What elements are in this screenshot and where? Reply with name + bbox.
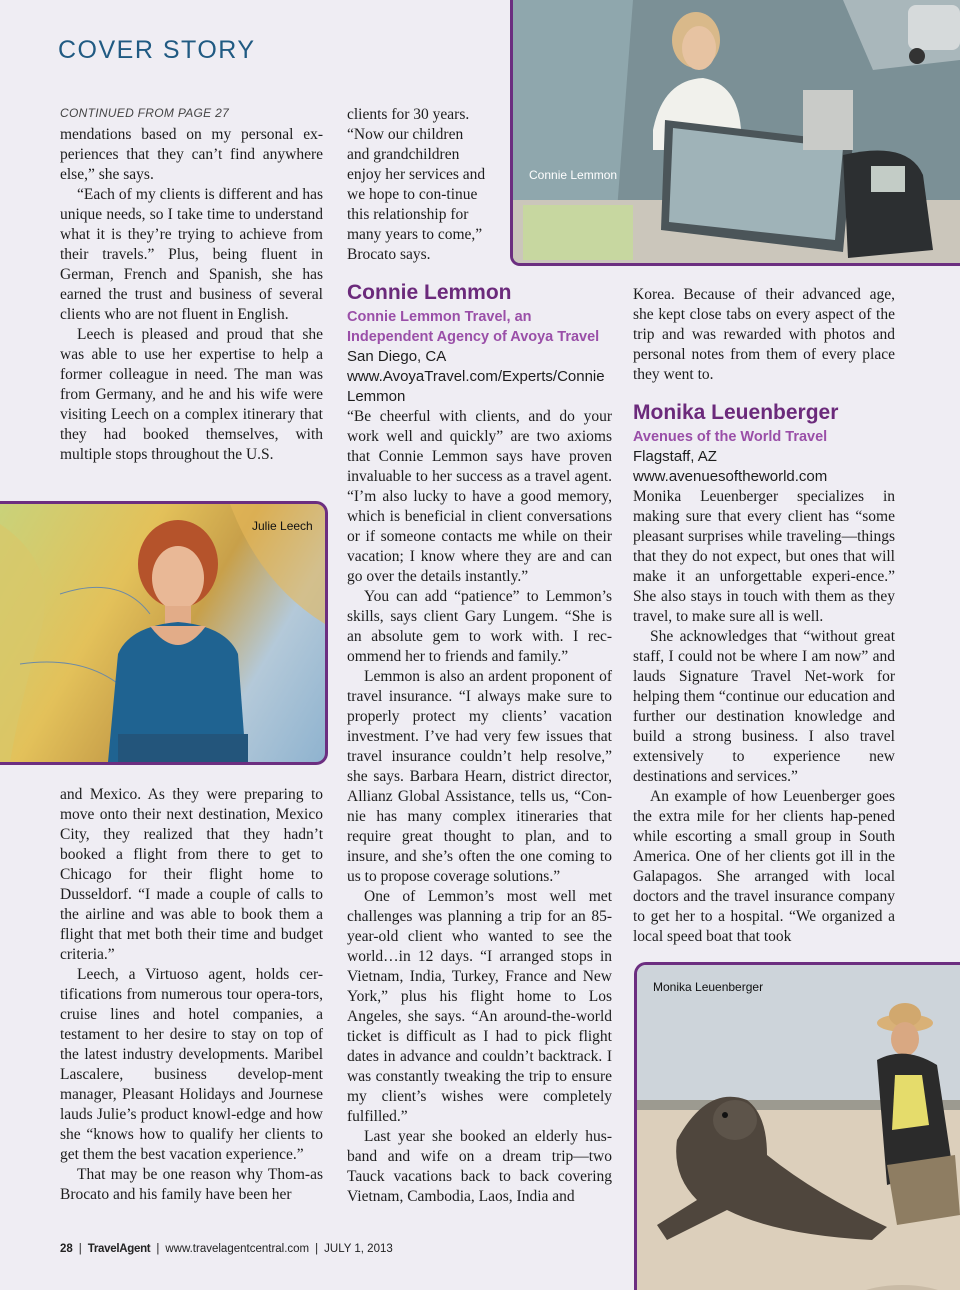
publication-website[interactable]: www.travelagentcentral.com (165, 1243, 310, 1255)
paragraph: Monika Leuenberger specializes in making sure that every client has “some pleasant surprises while traveling—things that they do not expect, but ones that will make it an unforgettable experi-ence.” She also stays in touch with them as they travel, to make sure all is well. (633, 488, 895, 625)
paragraph: That may be one reason why Thom-as Brocato and his family have been her (60, 1166, 323, 1203)
column-1-bottom (60, 785, 323, 1205)
publication-brand: TravelAgent (87, 1243, 151, 1255)
column-3-top (633, 285, 895, 385)
agent-website[interactable]: www.AvoyaTravel.com/Experts/ConnieLemmon (347, 368, 605, 405)
connie-lemmon-photo (510, 0, 960, 266)
paragraph: clients for 30 years. “Now our children and grandchildren enjoy her services and we hope to con-tinue this relationship for many years to come,” Brocato says. (347, 106, 486, 263)
paragraph: and Mexico. As they were preparing to move onto their next destination, Mexico City, they realized that they hadn’t booked a flight from there to get to Chicago for their flight home to Dusseldorf. “I made a couple of calls to the airline and was able to book them a flight that met both their time and budget criteria.” (60, 786, 323, 963)
monika-photo-illustration (637, 965, 960, 1290)
photo-caption-julie: Julie Leech (252, 519, 313, 533)
paragraph: Last year she booked an elderly hus-band and wife on a dream trip—two Tauck vacations back to back covering Vietnam, Cambodia, Laos, India and (347, 1128, 612, 1205)
connie-photo-illustration (513, 0, 960, 263)
paragraph: Lemmon is also an ardent proponent of travel insurance. “I always make sure to properly protect my clients’ vacation investment. I’ve had very few issues that travel insurance couldn’t help resolve,” she says. Barbara Hearn, district director, Allianz Global Assistance, tells us, “Con-nie has many complex itineraries that require great thought to plan, and to insure, and she’s often the one coming to us to propose coverage solutions.” (347, 668, 612, 885)
issue-date: JULY 1, 2013 (324, 1243, 393, 1255)
julie-photo-illustration (0, 504, 325, 762)
agent-name: Connie Lemmon (347, 281, 512, 304)
connie-lemmon-profile (347, 280, 612, 1207)
agency-name: Avenues of the World Travel (633, 429, 828, 445)
photo-caption-monika: Monika Leuenberger (653, 980, 764, 994)
julie-leech-photo (0, 501, 328, 765)
photo-caption-connie: Connie Lemmon (529, 168, 618, 182)
paragraph: She acknowledges that “without great staff, I could not be where I am now” and lauds Signature Travel Net-work for helping them “continue our education and further our destination knowledge and build a strong business. I also travel extensively to experience new destinations and services.” (633, 628, 895, 785)
agent-location: Flagstaff, AZ (633, 448, 717, 465)
continued-note: CONTINUED FROM PAGE 27 (60, 106, 230, 120)
paragraph: mendations based on my personal ex-periences that they can’t find anywhere else,” she says. (60, 126, 323, 183)
agent-website[interactable]: www.avenuesoftheworld.com (633, 468, 828, 485)
agent-location: San Diego, CA (347, 348, 447, 365)
paragraph: You can add “patience” to Lemmon’s skills, says client Gary Lungem. “She is an absolute gem to work with. I rec-ommend her to friends and family.” (347, 588, 612, 665)
agency-name: Connie Lemmon Travel, an Independent Agency of Avoya Travel (347, 309, 600, 345)
paragraph: An example of how Leuenberger goes the extra mile for her clients hap-pened while escorting a small group in South America. One of her clients got ill in the Galapagos. She arranged with local doctors and the travel insurance company to get her to a hospital. “We organized a local speed boat that took (633, 788, 895, 945)
paragraph: One of Lemmon’s most well met challenges was planning a trip for an 85-year-old client who wanted to see the world…in 12 days. “I arranged stops in Vietnam, India, Turkey, France and New York,” plus his flight home to Los Angeles, she says. “An around-the-world ticket is difficult as I had to pick flight dates in advance and couldn’t backtrack. I was constantly tweaking the trip to ensure my client’s wishes were completely fulfilled.” (347, 888, 612, 1125)
page-footer: 28 | TravelAgent | www.travelagentcentral.com | JULY 1, 2013 (60, 1243, 393, 1255)
agent-name: Monika Leuenberger (633, 401, 839, 424)
column-2-top (347, 105, 487, 265)
column-1-top (60, 125, 323, 465)
page-number: 28 (60, 1243, 73, 1255)
paragraph: Leech is pleased and proud that she was able to use her expertise to help a former colleague in need. The man was from Germany, and he and his wife were visiting Leech on a complex itinerary that they had booked themselves, with multiple stops throughout the U.S. (60, 326, 323, 463)
monika-leuenberger-photo (634, 962, 960, 1290)
paragraph: “Be cheerful with clients, and do your work well and quickly” are two axioms that Connie Lemmon says have proven invaluable to her success as a travel agent. “I’m also lucky to have a good memory, which is beneficial in client conversations or if someone contacts me while on their vacation; I know where they are and can go over the details instantly.” (347, 408, 612, 585)
paragraph: Leech, a Virtuoso agent, holds cer-tifications from numerous tour opera-tors, cruise lines and hotel companies, a testament to her desire to stay on top of the latest industry developments. Maribel Lascalere, business develop-ment manager, Pleasant Holidays and Journese lauds Julie’s product knowl-edge and how she “knows how to qualify her clients to get them the best vacation experience.” (60, 966, 323, 1163)
monika-leuenberger-profile (633, 400, 895, 947)
paragraph: Korea. Because of their advanced age, she kept close tabs on every aspect of the trip and was rewarded with photos and personal notes from them of every place they went to. (633, 286, 895, 383)
section-title: COVER STORY (58, 36, 256, 64)
paragraph: “Each of my clients is different and has unique needs, so I take time to understand what it is they’re trying to achieve from their travels.” Plus, being fluent in German, French and Spanish, she has earned the trust and business of several clients who are not fluent in English. (60, 186, 323, 323)
